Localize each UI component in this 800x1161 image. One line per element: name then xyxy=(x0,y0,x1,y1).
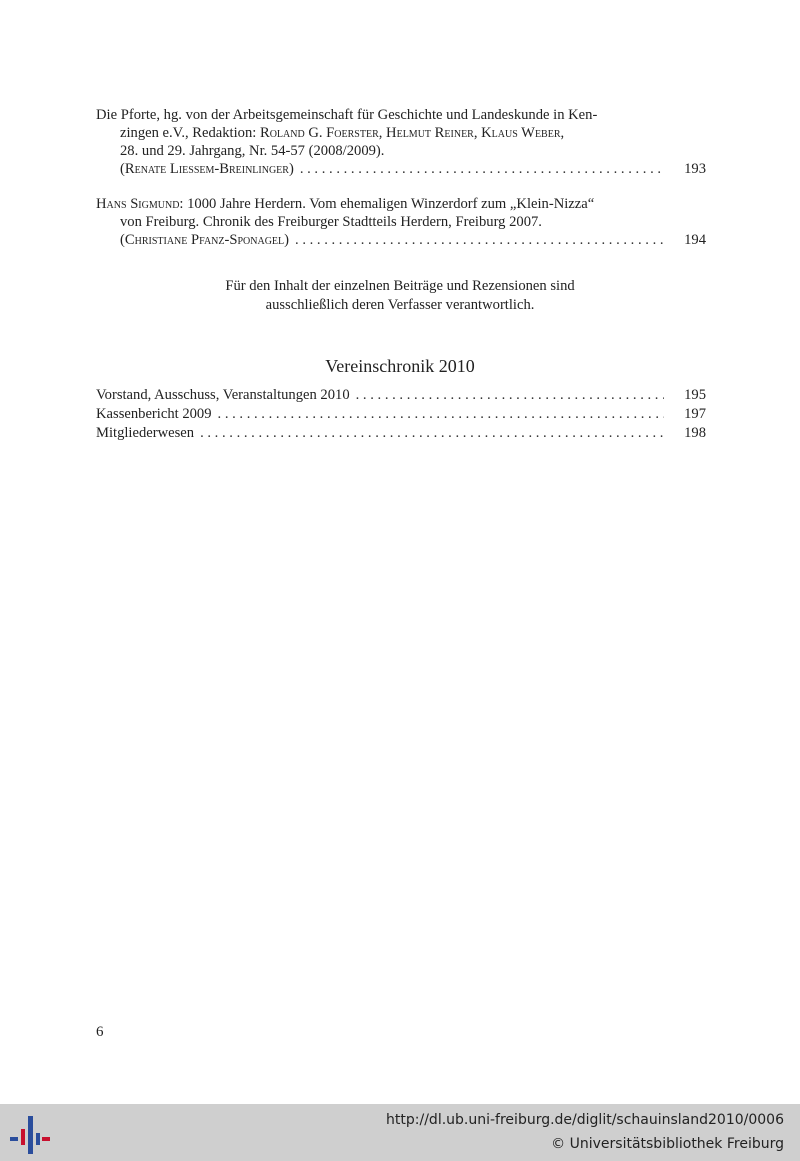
toc-entry-herdern[interactable] xyxy=(96,195,706,249)
leader-dots xyxy=(200,424,664,442)
logo-red-bar xyxy=(21,1129,25,1145)
toc-item-label: Kassenbericht 2009 xyxy=(96,406,212,422)
leader-dots xyxy=(218,405,664,423)
logo-red-bar-right xyxy=(42,1137,50,1141)
entry-title-text: : 1000 Jahre Herdern. Vom ehemaligen Winzerdorf zum „Klein-Nizza“ xyxy=(179,196,595,212)
entry-editors: Roland G. Foerster, Helmut Reiner, Klaus Weber, xyxy=(259,125,565,141)
toc-item-page: 197 xyxy=(684,406,706,422)
entry-page-number: 194 xyxy=(684,232,706,248)
leader-dots xyxy=(300,160,664,178)
logo-blue-bar-left xyxy=(10,1137,18,1141)
entry-title-line-3: 28. und 29. Jahrgang, Nr. 54-57 (2008/2009). xyxy=(120,143,385,159)
toc-item-vorstand[interactable] xyxy=(96,386,706,405)
permalink-url[interactable]: http://dl.ub.uni-freiburg.de/diglit/schauinsland2010/0006 xyxy=(386,1112,784,1128)
entry-page-number: 193 xyxy=(684,161,706,177)
toc-item-mitgliederwesen[interactable] xyxy=(96,424,706,443)
toc-item-page: 198 xyxy=(684,425,706,441)
library-logo-icon[interactable] xyxy=(8,1112,52,1156)
toc-item-kassenbericht[interactable] xyxy=(96,405,706,424)
leader-dots xyxy=(356,386,664,404)
entry-reviewer-line xyxy=(96,231,706,249)
entry-title-line-2 xyxy=(96,124,706,142)
page-number: 6 xyxy=(96,1024,104,1040)
logo-blue-bar-tall xyxy=(28,1116,33,1154)
leader-dots xyxy=(295,231,664,249)
library-footer-bar xyxy=(0,1104,800,1161)
entry-reviewer-line xyxy=(96,160,706,178)
disclaimer-line-2: ausschließlich deren Verfasser verantwortlich. xyxy=(265,297,535,313)
entry-title-line-1: Die Pforte, hg. von der Arbeitsgemeinschaft für Geschichte und Landeskunde in Ken- xyxy=(96,107,598,123)
toc-item-label: Mitgliederwesen xyxy=(96,425,195,441)
entry-reviewer: (Renate Liessem-Breinlinger) xyxy=(120,161,294,177)
logo-blue-bar-small xyxy=(36,1133,40,1145)
entry-reviewer: (Christiane Pfanz-Sponagel) xyxy=(120,232,290,248)
copyright-text: © Universitätsbibliothek Freiburg xyxy=(551,1136,784,1152)
disclaimer-line-1: Für den Inhalt der einzelnen Beiträge und Rezensionen sind xyxy=(225,278,575,294)
entry-title-line-1 xyxy=(96,195,706,213)
toc-item-page: 195 xyxy=(684,387,706,403)
entry-title-line-2: von Freiburg. Chronik des Freiburger Stadtteils Herdern, Freiburg 2007. xyxy=(120,214,542,230)
section-title: Vereinschronik 2010 xyxy=(325,356,475,376)
entry-redaktion-text: zingen e.V., Redaktion: xyxy=(120,125,260,141)
entry-author: Hans Sigmund xyxy=(96,196,180,212)
toc-item-label: Vorstand, Ausschuss, Veranstaltungen 2010 xyxy=(96,387,350,403)
vereinschronik-list xyxy=(96,386,706,443)
disclaimer-notice xyxy=(100,277,700,315)
toc-entry-die-pforte[interactable] xyxy=(96,106,706,178)
